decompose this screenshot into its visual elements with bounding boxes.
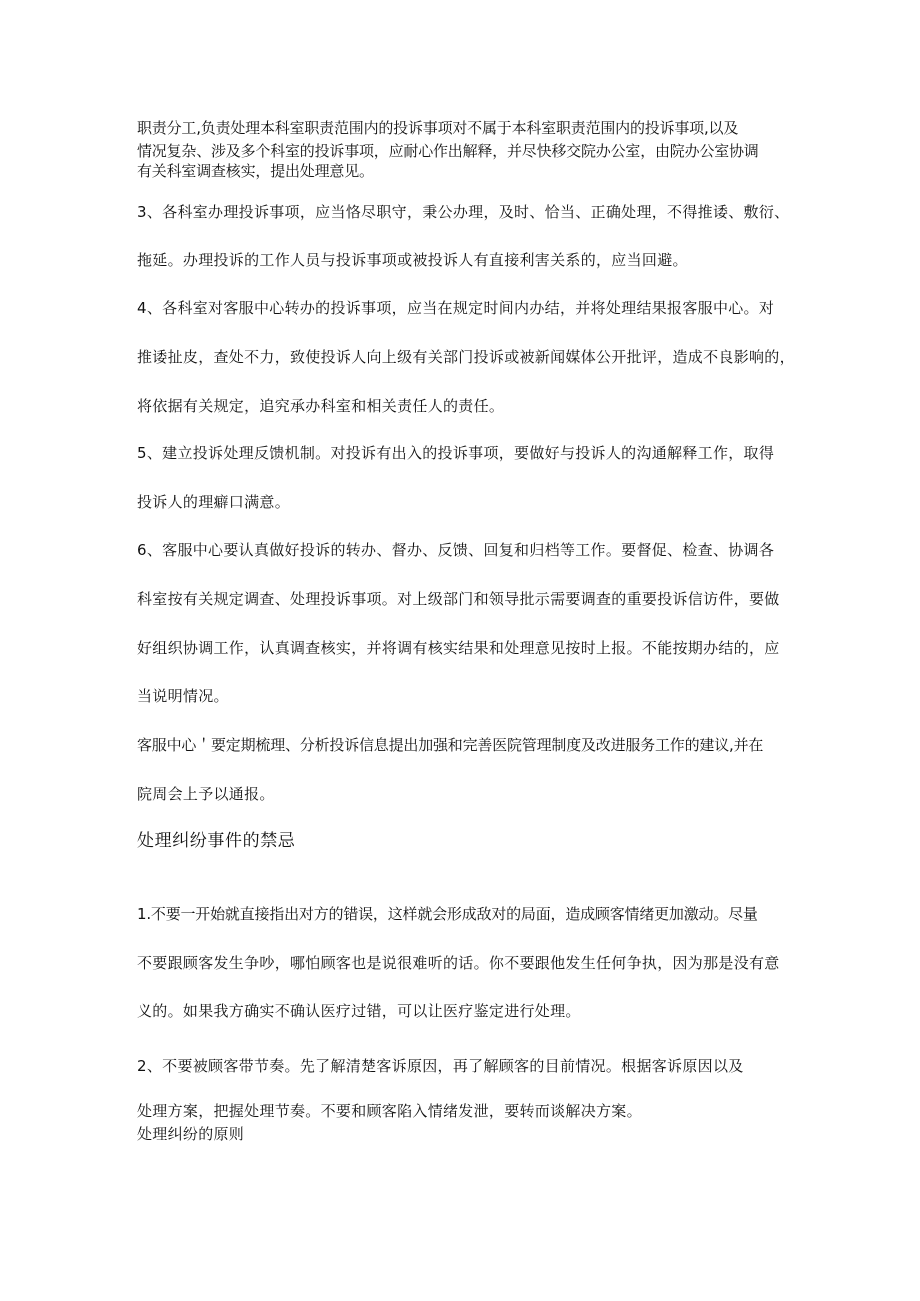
paragraph-line: 投诉人的理癖口满意。: [137, 493, 291, 511]
paragraph-line: 情况复杂、涉及多个科室的投诉事项，应耐心作出解释，并尽快移交院办公室，由院办公室协调: [137, 142, 759, 160]
paragraph-line: 拖延。办理投诉的工作人员与投诉事项或被投诉人有直接利害关系的，应当回避。: [137, 251, 688, 269]
paragraph-line: 不要跟顾客发生争吵，哪怕顾客也是说很难听的话。你不要跟他发生任何争执，因为那是没有意: [137, 954, 780, 972]
paragraph-line: 1.不要一开始就直接指出对方的错误，这样就会形成敌对的局面，造成顾客情绪更加激动。尽量: [137, 905, 758, 923]
section-title: 处理纠纷事件的禁忌: [137, 831, 296, 851]
paragraph-line: 科室按有关规定调查、处理投诉事项。对上级部门和领导批示需要调查的重要投诉信访件，要做: [137, 590, 780, 608]
paragraph-line: 有关科室调查核实，提出处理意见。: [137, 162, 374, 180]
paragraph-line: 6、客服中心要认真做好投诉的转办、督办、反馈、回复和归档等工作。要督促、检查、协调各: [137, 541, 775, 559]
paragraph-line: 好组织协调工作，认真调查核实，并将调有核实结果和处理意见按时上报。不能按期办结的，应: [137, 639, 780, 657]
paragraph-line: 5、建立投诉处理反馈机制。对投诉有出入的投诉事项，要做好与投诉人的沟通解释工作，取得: [137, 444, 775, 462]
paragraph-line: 3、各科室办理投诉事项，应当恪尽职守，秉公办理，及时、恰当、正确处理，不得推诿、敷衍、: [137, 203, 790, 221]
paragraph-line: 义的。如果我方确实不确认医疗过错，可以让医疗鉴定进行处理。: [137, 1002, 581, 1020]
paragraph-line: 院周会上予以通报。: [137, 785, 275, 803]
paragraph-line: 客服中心＇要定期梳理、分析投诉信息提出加强和完善医院管理制度及改进服务工作的建议,并在: [137, 736, 764, 754]
principles-title: 处理纠纷的原则: [137, 1125, 245, 1143]
paragraph-line: 将依据有关规定，追究承办科室和相关责任人的责任。: [137, 397, 505, 415]
paragraph-line: 当说明情况。: [137, 687, 229, 705]
paragraph-line: 职责分工,负责处理本科室职责范围内的投诉事项对不属于本科室职责范围内的投诉事项,以及: [137, 119, 739, 137]
paragraph-line: 处理方案，把握处理节奏。不要和顾客陷入情绪发泄，要转而谈解决方案。: [137, 1102, 642, 1120]
paragraph-line: 4、各科室对客服中心转办的投诉事项，应当在规定时间内办结，并将处理结果报客服中心。对: [137, 299, 775, 317]
paragraph-line: 2、不要被顾客带节奏。先了解清楚客诉原因，再了解顾客的目前情况。根据客诉原因以及: [137, 1057, 744, 1075]
paragraph-line: 推诿扯皮，查处不力，致使投诉人向上级有关部门投诉或被新闻媒体公开批评，造成不良影响的，: [137, 348, 795, 366]
